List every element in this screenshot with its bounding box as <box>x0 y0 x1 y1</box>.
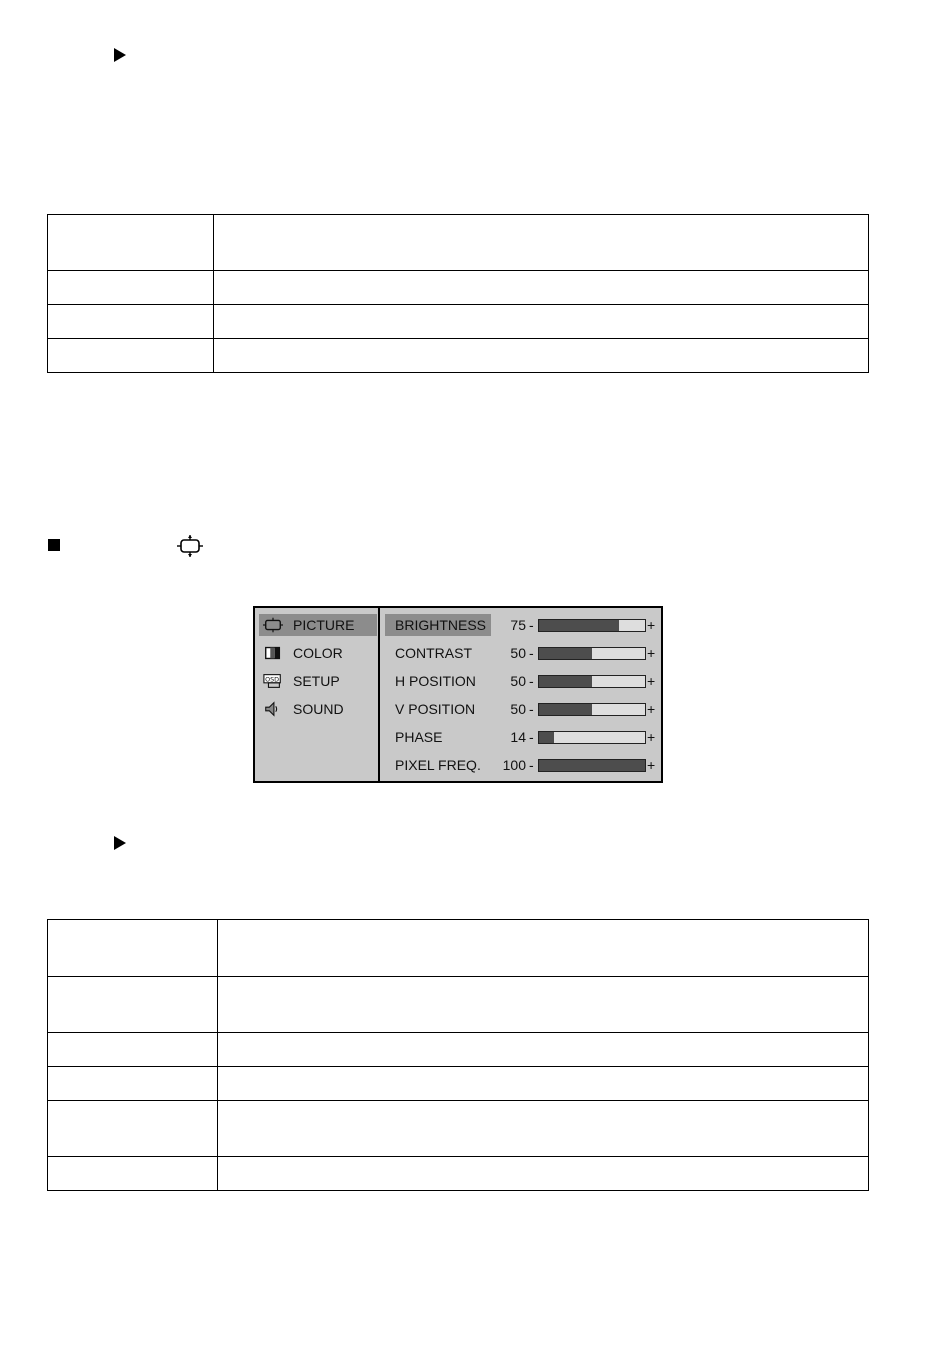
parameter-value: 75 <box>510 617 526 633</box>
table-row <box>48 271 869 305</box>
svg-text:OSD: OSD <box>265 676 280 684</box>
decrease-button[interactable]: - <box>529 757 534 773</box>
osd-category-setup[interactable] <box>259 670 377 692</box>
parameter-value: 50 <box>510 701 526 717</box>
level-slider-fill <box>539 648 592 659</box>
table-cell <box>214 339 869 373</box>
parameter-label: PIXEL FREQ. <box>395 757 481 773</box>
table-row <box>48 1033 869 1067</box>
osd-parameter-list <box>382 608 661 781</box>
osd-category-label: COLOR <box>293 645 343 661</box>
level-slider[interactable] <box>538 703 646 716</box>
osd-category-sound[interactable] <box>259 698 377 720</box>
table-cell <box>48 1101 218 1157</box>
level-slider[interactable] <box>538 647 646 660</box>
increase-button[interactable]: + <box>647 701 656 717</box>
osd-category-list <box>255 608 380 781</box>
decrease-button[interactable]: - <box>529 729 534 745</box>
setup-icon <box>263 673 283 689</box>
parameter-value: 50 <box>510 673 526 689</box>
parameter-value: 14 <box>510 729 526 745</box>
osd-category-label: PICTURE <box>293 617 355 633</box>
table-row <box>48 1101 869 1157</box>
triangle-bullet-icon <box>114 48 126 62</box>
osd-menu <box>253 606 663 783</box>
table-cell <box>218 920 869 977</box>
color-icon <box>263 645 283 661</box>
level-slider[interactable] <box>538 619 646 632</box>
parameter-value: 100 <box>502 757 526 773</box>
osd-parameter-row[interactable] <box>382 698 662 720</box>
parameter-label: H POSITION <box>395 673 476 689</box>
increase-button[interactable]: + <box>647 757 656 773</box>
table-cell <box>218 1033 869 1067</box>
table-row <box>48 1067 869 1101</box>
level-slider-fill <box>539 676 592 687</box>
decrease-button[interactable]: - <box>529 673 534 689</box>
table-cell <box>214 305 869 339</box>
osd-parameter-row[interactable] <box>382 754 662 776</box>
osd-parameter-row[interactable] <box>382 726 662 748</box>
table-cell <box>48 271 214 305</box>
osd-category-picture[interactable] <box>259 614 377 636</box>
osd-parameter-row[interactable] <box>382 614 662 636</box>
decrease-button[interactable]: - <box>529 645 534 661</box>
increase-button[interactable]: + <box>647 617 656 633</box>
square-bullet-icon <box>48 539 60 551</box>
decrease-button[interactable]: - <box>529 701 534 717</box>
table-cell <box>48 215 214 271</box>
level-slider-fill <box>539 732 554 743</box>
table-row <box>48 977 869 1033</box>
parameter-label: V POSITION <box>395 701 476 717</box>
osd-category-label: SOUND <box>293 701 344 717</box>
osd-category-label: SETUP <box>293 673 340 689</box>
picture-icon <box>177 535 203 557</box>
parameter-label: CONTRAST <box>395 645 472 661</box>
settings-table-bottom <box>47 919 869 1191</box>
table-cell <box>48 977 218 1033</box>
table-cell <box>214 215 869 271</box>
level-slider[interactable] <box>538 675 646 688</box>
sound-icon <box>263 701 283 717</box>
level-slider-fill <box>539 704 592 715</box>
table-cell <box>48 305 214 339</box>
increase-button[interactable]: + <box>647 673 656 689</box>
table-row <box>48 920 869 977</box>
table-cell <box>218 1157 869 1191</box>
parameter-value: 50 <box>510 645 526 661</box>
table-cell <box>214 271 869 305</box>
level-slider[interactable] <box>538 759 646 772</box>
increase-button[interactable]: + <box>647 645 656 661</box>
table-cell <box>48 1157 218 1191</box>
settings-table-top <box>47 214 869 373</box>
parameter-label: BRIGHTNESS <box>385 614 491 636</box>
table-row <box>48 1157 869 1191</box>
parameter-label: PHASE <box>395 729 443 745</box>
table-cell <box>48 1033 218 1067</box>
triangle-bullet-icon <box>114 836 126 850</box>
table-row <box>48 215 869 271</box>
level-slider[interactable] <box>538 731 646 744</box>
osd-parameter-row[interactable] <box>382 670 662 692</box>
table-cell <box>218 1067 869 1101</box>
table-cell <box>218 977 869 1033</box>
table-row <box>48 305 869 339</box>
table-cell <box>48 920 218 977</box>
level-slider-fill <box>539 620 619 631</box>
table-row <box>48 339 869 373</box>
increase-button[interactable]: + <box>647 729 656 745</box>
table-cell <box>48 339 214 373</box>
picture-icon <box>263 617 283 633</box>
osd-parameter-row[interactable] <box>382 642 662 664</box>
table-cell <box>218 1101 869 1157</box>
decrease-button[interactable]: - <box>529 617 534 633</box>
osd-category-color[interactable] <box>259 642 377 664</box>
level-slider-fill <box>539 760 645 771</box>
table-cell <box>48 1067 218 1101</box>
